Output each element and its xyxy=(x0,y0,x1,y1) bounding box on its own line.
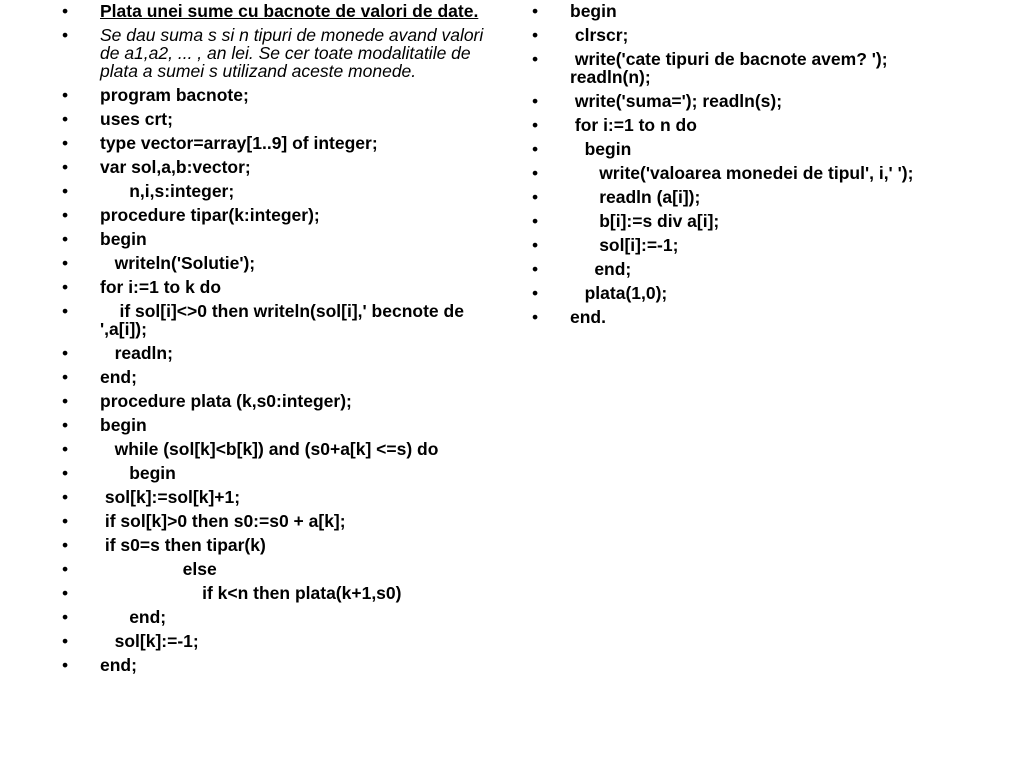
bullet-icon: • xyxy=(532,49,539,69)
code-line xyxy=(62,86,492,104)
code-line xyxy=(62,656,492,674)
code-line xyxy=(62,608,492,626)
bullet-icon: • xyxy=(532,283,539,303)
code-line-text: write('valoarea monedei de tipul', i,' '); xyxy=(570,163,914,183)
code-line xyxy=(532,92,972,110)
code-line xyxy=(62,110,492,128)
code-line xyxy=(62,632,492,650)
code-line-text: procedure tipar(k:integer); xyxy=(100,205,320,225)
left-column-list xyxy=(62,2,492,680)
code-line-text: begin xyxy=(100,415,147,435)
bullet-icon: • xyxy=(62,229,69,249)
code-line-text: begin xyxy=(100,463,176,483)
code-line-text: var sol,a,b:vector; xyxy=(100,157,251,177)
code-line-text: if k<n then plata(k+1,s0) xyxy=(100,583,402,603)
code-line xyxy=(62,416,492,434)
bullet-icon: • xyxy=(62,583,69,603)
code-line-text: end. xyxy=(570,307,606,327)
code-line xyxy=(62,536,492,554)
bullet-icon: • xyxy=(62,25,69,45)
code-line-text: end; xyxy=(100,607,167,627)
bullet-icon: • xyxy=(62,655,69,675)
bullet-icon: • xyxy=(62,367,69,387)
code-line xyxy=(62,512,492,530)
bullet-icon: • xyxy=(532,307,539,327)
code-line-text: if sol[k]>0 then s0:=s0 + a[k]; xyxy=(100,511,346,531)
bullet-icon: • xyxy=(62,1,69,21)
bullet-icon: • xyxy=(532,25,539,45)
code-line xyxy=(532,164,972,182)
bullet-icon: • xyxy=(62,301,69,321)
code-line-text: begin xyxy=(570,139,632,159)
right-column-list xyxy=(532,2,972,332)
code-line xyxy=(62,392,492,410)
code-line-text: sol[k]:=-1; xyxy=(100,631,199,651)
code-line-text: program bacnote; xyxy=(100,85,249,105)
code-line xyxy=(62,182,492,200)
bullet-icon: • xyxy=(62,157,69,177)
bullet-icon: • xyxy=(62,463,69,483)
bullet-icon: • xyxy=(62,607,69,627)
bullet-icon: • xyxy=(62,205,69,225)
bullet-icon: • xyxy=(532,139,539,159)
code-line-text: uses crt; xyxy=(100,109,173,129)
code-line-text: n,i,s:integer; xyxy=(100,181,235,201)
code-line xyxy=(62,584,492,602)
code-line-text: if sol[i]<>0 then writeln(sol[i],' becnote de ',a[i]); xyxy=(100,301,469,339)
bullet-icon: • xyxy=(62,85,69,105)
code-line-text: sol[k]:=sol[k]+1; xyxy=(100,487,241,507)
code-line xyxy=(532,260,972,278)
bullet-icon: • xyxy=(532,163,539,183)
bullet-icon: • xyxy=(62,391,69,411)
code-line xyxy=(62,560,492,578)
code-line-text: write('suma='); readln(s); xyxy=(570,91,783,111)
code-line-text: for i:=1 to n do xyxy=(570,115,697,135)
bullet-icon: • xyxy=(62,343,69,363)
bullet-icon: • xyxy=(532,259,539,279)
code-line xyxy=(62,230,492,248)
code-line xyxy=(62,440,492,458)
code-line-text: else xyxy=(100,559,217,579)
bullet-icon: • xyxy=(532,1,539,21)
code-line-text: begin xyxy=(570,1,617,21)
bullet-icon: • xyxy=(62,511,69,531)
code-line-text: while (sol[k]<b[k]) and (s0+a[k] <=s) do xyxy=(100,439,439,459)
code-line xyxy=(62,206,492,224)
code-line xyxy=(532,26,972,44)
code-line xyxy=(62,134,492,152)
code-line-text: write('cate tipuri de bacnote avem? '); readln(n); xyxy=(570,49,893,87)
code-line-text: clrscr; xyxy=(570,25,629,45)
code-line-text: b[i]:=s div a[i]; xyxy=(570,211,720,231)
bullet-icon: • xyxy=(62,535,69,555)
bullet-icon: • xyxy=(532,211,539,231)
code-line-text: end; xyxy=(570,259,632,279)
code-line-text: readln (a[i]); xyxy=(570,187,701,207)
code-line xyxy=(62,278,492,296)
bullet-icon: • xyxy=(62,631,69,651)
bullet-icon: • xyxy=(62,277,69,297)
code-line-text: type vector=array[1..9] of integer; xyxy=(100,133,378,153)
code-line-text: end; xyxy=(100,655,137,675)
code-line-text: end; xyxy=(100,367,137,387)
code-line-text: Se dau suma s si n tipuri de monede avand valori de a1,a2, ... , an lei. Se cer toate modalitatile de plata a sumei s utilizand aceste monede. xyxy=(100,25,489,81)
code-line xyxy=(62,368,492,386)
code-line-text: writeln('Solutie'); xyxy=(100,253,256,273)
bullet-icon: • xyxy=(532,235,539,255)
code-line xyxy=(532,116,972,134)
code-line xyxy=(62,26,492,80)
code-line xyxy=(532,50,972,86)
bullet-icon: • xyxy=(62,439,69,459)
code-line xyxy=(532,140,972,158)
bullet-icon: • xyxy=(62,109,69,129)
bullet-icon: • xyxy=(62,487,69,507)
bullet-icon: • xyxy=(62,253,69,273)
code-line-text: begin xyxy=(100,229,147,249)
code-line xyxy=(62,2,492,20)
code-line xyxy=(62,302,492,338)
code-line xyxy=(62,488,492,506)
code-line xyxy=(62,464,492,482)
bullet-icon: • xyxy=(62,559,69,579)
code-line xyxy=(62,344,492,362)
code-line xyxy=(532,308,972,326)
bullet-icon: • xyxy=(62,415,69,435)
bullet-icon: • xyxy=(532,91,539,111)
code-line xyxy=(532,188,972,206)
code-line xyxy=(62,254,492,272)
code-line-text: sol[i]:=-1; xyxy=(570,235,679,255)
code-line xyxy=(532,236,972,254)
code-line xyxy=(532,212,972,230)
code-line-text: for i:=1 to k do xyxy=(100,277,222,297)
code-line-text: procedure plata (k,s0:integer); xyxy=(100,391,352,411)
code-line-text: readln; xyxy=(100,343,173,363)
code-line xyxy=(532,284,972,302)
bullet-icon: • xyxy=(62,181,69,201)
code-line xyxy=(62,158,492,176)
code-line-text: plata(1,0); xyxy=(570,283,668,303)
bullet-icon: • xyxy=(532,115,539,135)
code-line-text: if s0=s then tipar(k) xyxy=(100,535,266,555)
code-line xyxy=(532,2,972,20)
code-line-text: Plata unei sume cu bacnote de valori de date. xyxy=(100,1,479,21)
bullet-icon: • xyxy=(532,187,539,207)
bullet-icon: • xyxy=(62,133,69,153)
